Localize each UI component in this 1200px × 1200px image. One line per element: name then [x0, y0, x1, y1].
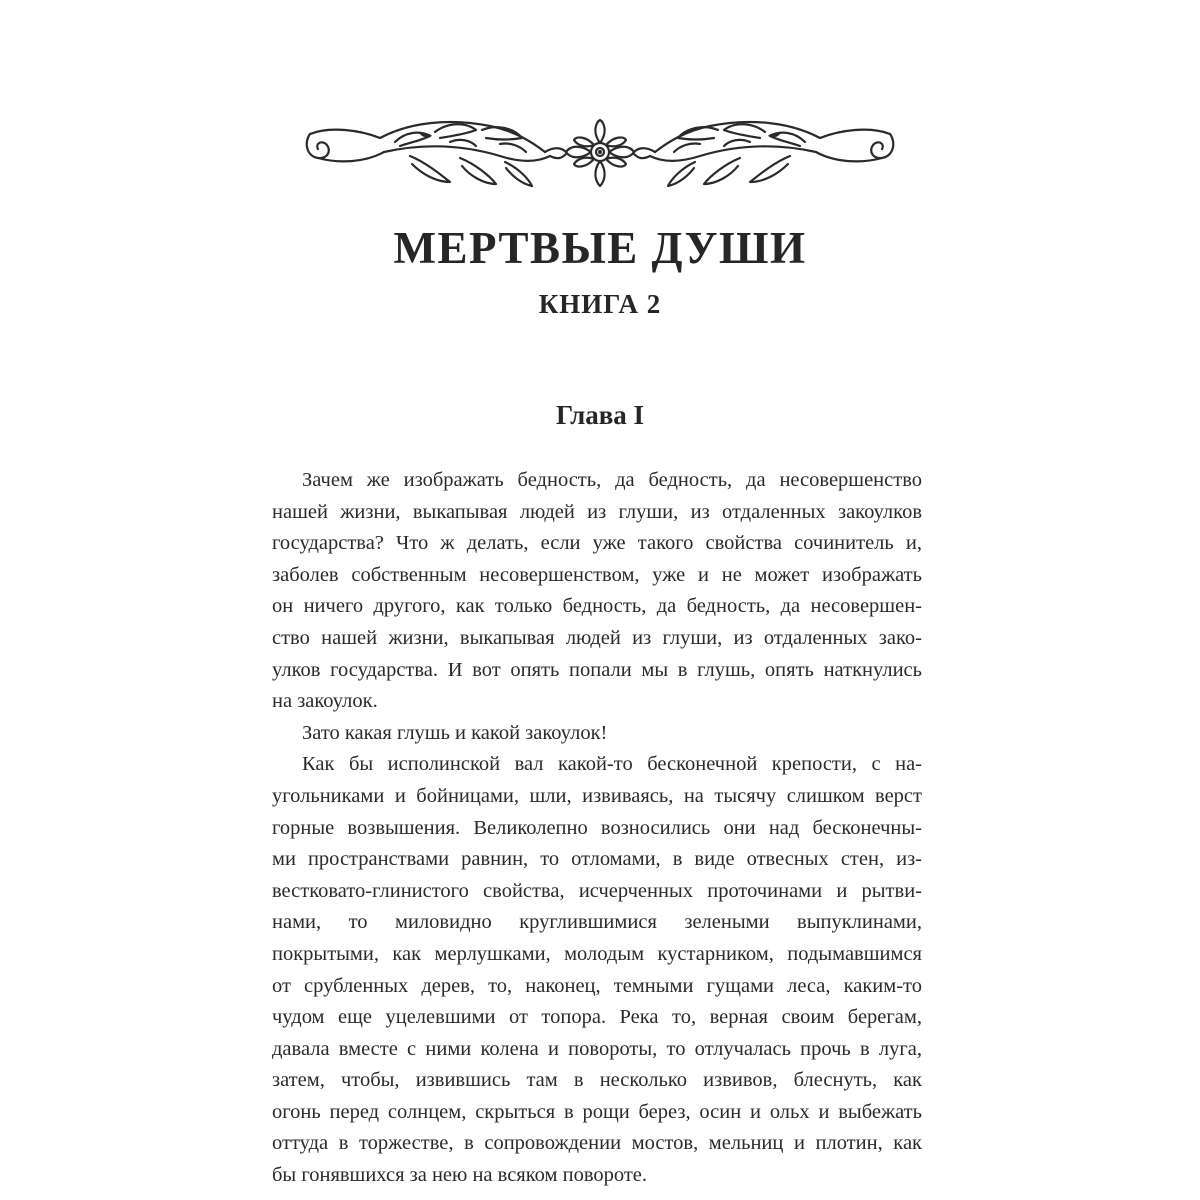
- text-line: огонь перед солнцем, скрыться в рощи берез, осин и ольх и выбежать: [272, 1100, 922, 1123]
- text-line: нами, то миловидно круглившимися зелеными выпуклинами,: [272, 911, 922, 934]
- ornament-headpiece-icon: [300, 112, 900, 194]
- book-title: МЕРТВЫЕ ДУШИ: [393, 223, 807, 273]
- text-line: государства? Что ж делать, если уже такого свойства сочинитель и,: [272, 532, 922, 555]
- book-subtitle: КНИГА 2: [538, 289, 662, 319]
- text-line: покрытыми, как мерлушками, молодым кустарником, подымавшимся: [272, 942, 922, 965]
- text-line: от срубленных дерев, то, наконец, темными гущами леса, каким-то: [272, 974, 922, 997]
- text-line: заболев собственным несовершенством, уже и не может изображать: [272, 563, 922, 586]
- text-line: угольниками и бойницами, шли, извиваясь, на тысячу слишком верст: [272, 784, 922, 807]
- text-line: Как бы исполинской вал какой-то бесконечной крепости, с на-: [302, 753, 922, 776]
- text-line: горные возвышения. Великолепно возносились они над бесконечны-: [272, 816, 922, 839]
- text-line: Зачем же изображать бедность, да бедность, да несовершенство: [302, 469, 922, 491]
- text-line: оттуда в торжестве, в сопровождении мостов, мельниц и плотин, как: [272, 1132, 922, 1155]
- text-line: ство нашей жизни, выкапывая людей из глуши, из отдаленных зако-: [272, 626, 922, 649]
- text-line: давала вместе с ними колена и повороты, то отлучалась прочь в луга,: [272, 1037, 922, 1060]
- text-line: вестковато-глинистого свойства, исчерченных проточинами и рытви-: [272, 879, 922, 902]
- text-line: Зато какая глушь и какой закоулок!: [302, 721, 608, 744]
- body-text: [272, 465, 922, 1192]
- text-line: чудом еще уцелевшими от топора. Река то, верная своим берегам,: [272, 1006, 922, 1029]
- text-line: ми пространствами равнин, то отломами, в виде отвесных стен, из-: [272, 848, 922, 871]
- text-line: улков государства. И вот опять попали мы в глушь, опять наткнулись: [272, 658, 922, 681]
- text-line: нашей жизни, выкапывая людей из глуши, из отдаленных закоулков: [272, 500, 922, 523]
- text-line: бы гонявшихся за нею на всяком повороте.: [272, 1164, 648, 1187]
- text-line: на закоулок.: [272, 690, 378, 713]
- text-line: затем, чтобы, извившись там в несколько извивов, блеснуть, как: [272, 1069, 922, 1092]
- chapter-heading: Глава I: [555, 400, 645, 430]
- text-line: он ничего другого, как только бедность, да бедность, да несовершен-: [272, 595, 922, 618]
